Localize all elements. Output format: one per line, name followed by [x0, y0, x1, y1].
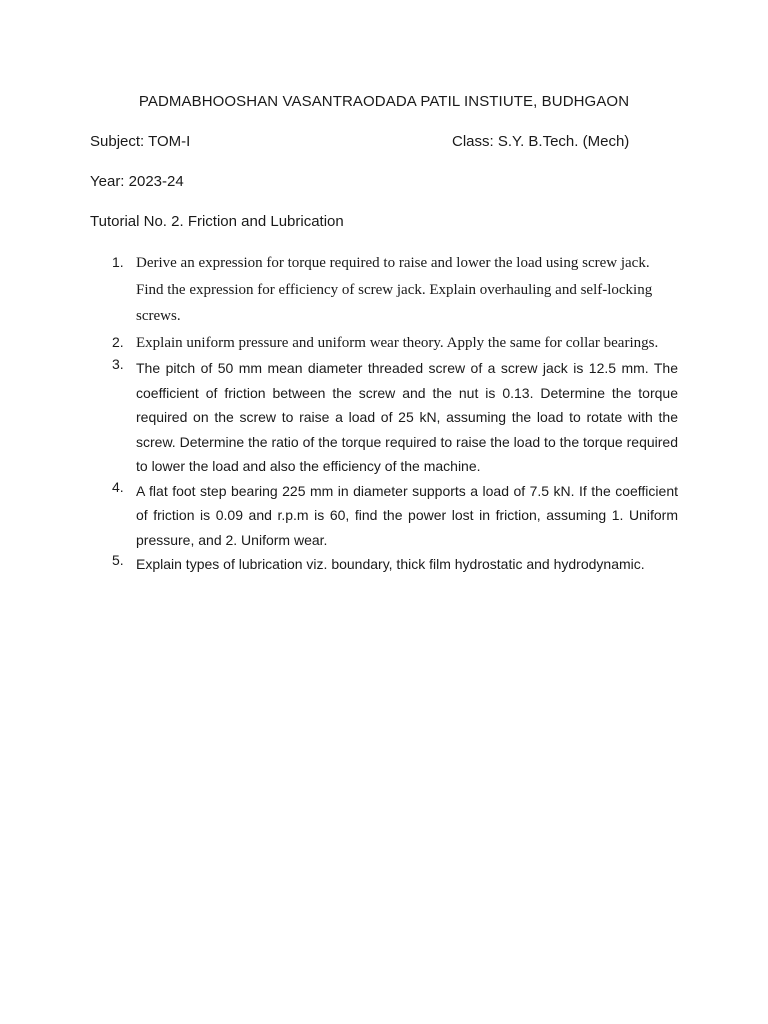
year-label: Year: 2023-24: [90, 173, 184, 190]
question-text: The pitch of 50 mm mean diameter threaded screw of a screw jack is 12.5 mm. The coefficient of friction between the screw and the nut is 0.13. Determine the torque required on the screw to raise a load of 25 kN, assuming the load to rotate with the screw. Determine the ratio of the torque required to raise the load to the torque required to lower the load and also the efficiency of the machine.: [136, 360, 678, 474]
question-number: 2.: [112, 333, 124, 350]
question-text: Explain types of lubrication viz. boundary, thick film hydrostatic and hydrodynamic.: [136, 556, 645, 572]
question-text: Explain uniform pressure and uniform wear theory. Apply the same for collar bearings.: [136, 334, 659, 351]
question-number: 3.: [112, 356, 124, 372]
question-text: Derive an expression for torque required to raise and lower the load using screw jack. Find the expression for efficiency of screw jack. Explain overhauling and self-locking screws.: [136, 255, 653, 324]
question-item-3: [0, 356, 678, 479]
subject-label: Subject: TOM-I: [90, 133, 191, 150]
question-item-1: [0, 250, 678, 330]
question-number: 5.: [112, 552, 124, 568]
question-text: A flat foot step bearing 225 mm in diameter supports a load of 7.5 kN. If the coefficient of friction is 0.09 and r.p.m is 60, find the power lost in friction, assuming 1. Uniform pressure, and 2. Uniform wear.: [136, 482, 678, 548]
tutorial-title: Tutorial No. 2. Friction and Lubrication: [90, 213, 344, 230]
question-item-2: [0, 330, 678, 357]
question-number: 1.: [112, 254, 124, 270]
institute-title: PADMABHOOSHAN VASANTRAODADA PATIL INSTIUTE, BUDHGAON: [138, 93, 630, 110]
question-item-5: [0, 552, 678, 577]
class-label: Class: S.Y. B.Tech. (Mech): [452, 133, 630, 150]
question-item-4: [0, 479, 678, 553]
question-list: [0, 250, 768, 577]
question-number: 4.: [112, 478, 124, 495]
